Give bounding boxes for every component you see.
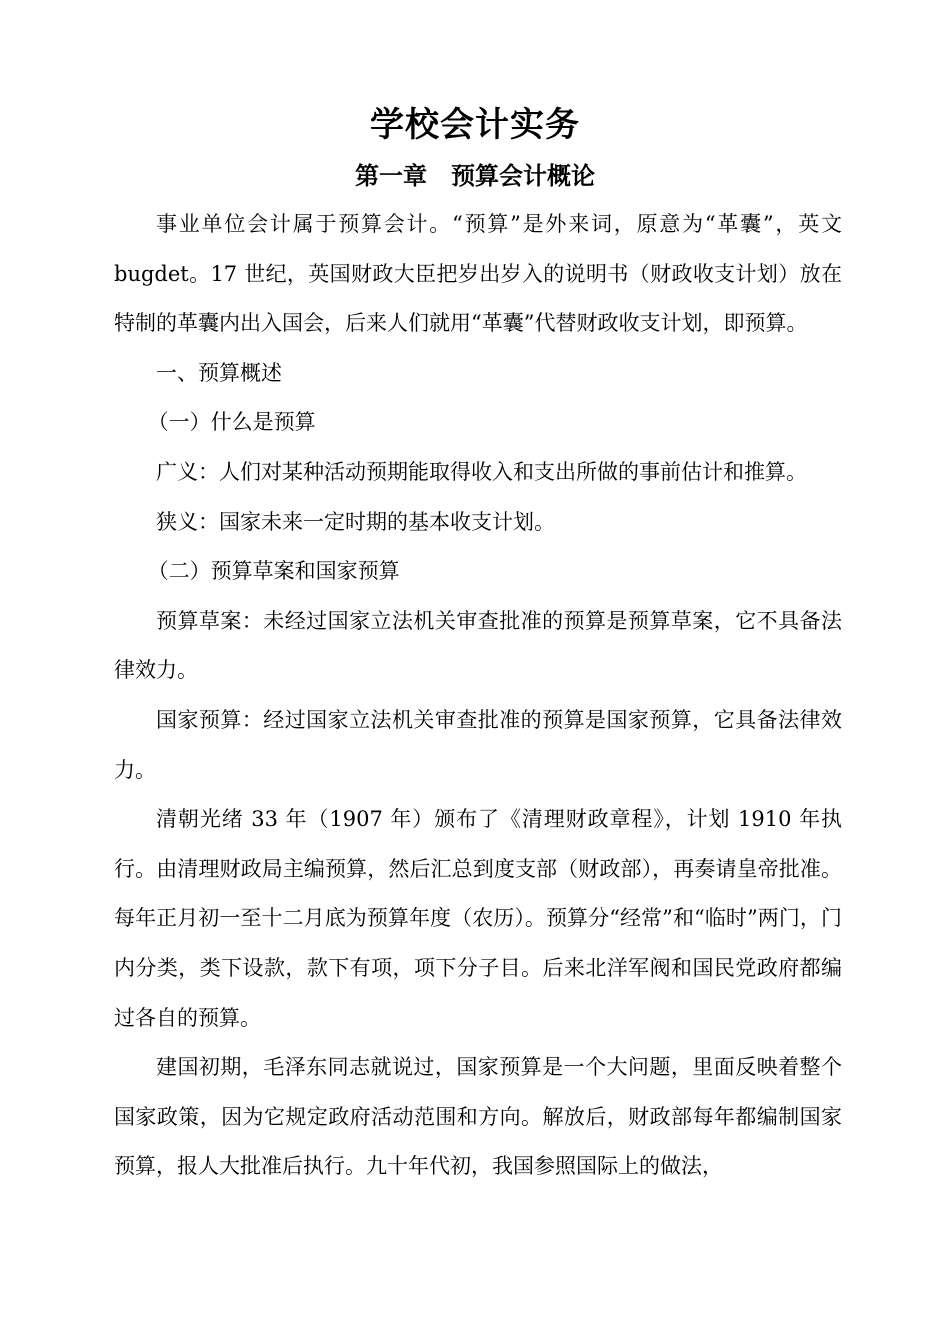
paragraph-national-budget: 国家预算：经过国家立法机关审查批准的预算是国家预算，它具备法律效力。 [114,707,842,782]
section-heading: 一、预算概述 [156,360,282,385]
paragraph-definition-broad: 广义：人们对某种活动预期能取得收入和支出所做的事前估计和推算。 [156,459,807,484]
subsection-heading: （一）什么是预算 [147,410,316,435]
paragraph-intro: 事业单位会计属于预算会计。“预算”是外来词，原意为“革囊”，英文 bugdet。17 世纪，英国财政大臣把岁出岁入的说明书（财政收支计划）放在特制的革囊内出入国会，后来人们就用“革囊”代替财政收支计划，即预算。 [114,212,842,336]
paragraph-prc-history: 建国初期，毛泽东同志就说过，国家预算是一个大问题，里面反映着整个国家政策，因为它规定政府活动范围和方向。解放后，财政部每年都编制国家预算，报人大批准后执行。九十年代初，我国参照国际上的做法， [114,1055,842,1179]
subsection-heading: （二）预算草案和国家预算 [147,559,400,584]
document-body [114,200,842,1192]
paragraph-definition-narrow: 狭义：国家未来一定时期的基本收支计划。 [156,509,555,534]
paragraph-budget-draft: 预算草案：未经过国家立法机关审查批准的预算是预算草案，它不具备法律效力。 [114,608,842,683]
paragraph-qing-history: 清朝光绪 33 年（1907 年）颁布了《清理财政章程》，计划 1910 年执行。由清理财政局主编预算，然后汇总到度支部（财政部），再奏请皇帝批准。每年正月初一至十二月底为预算年度（农历）。预算分“经常”和“临时”两门，门内分类，类下设款，款下有项，项下分子目。后来北洋军阀和国民党政府都编过各自的预算。 [114,807,842,1030]
document-title: 学校会计实务 [370,105,580,145]
chapter-title: 第一章 预算会计概论 [355,161,595,190]
